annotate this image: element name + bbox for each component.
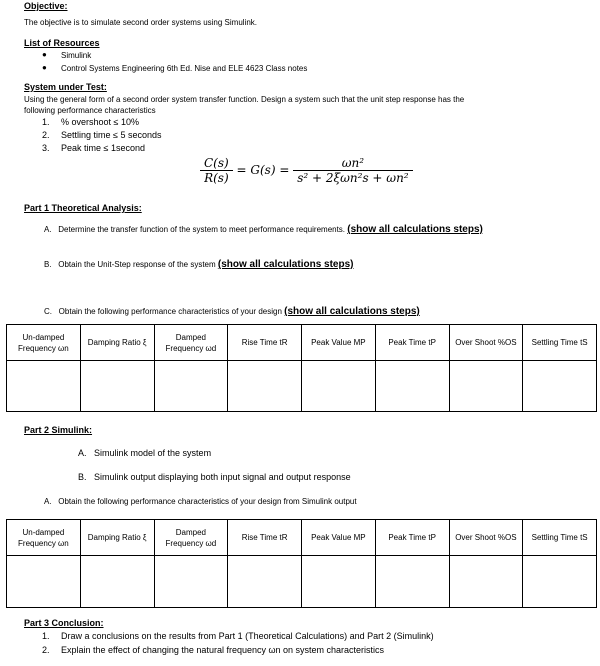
header-undamped: Un-damped Frequency ωn — [7, 325, 81, 361]
part2-heading: Part 2 Simulink: — [24, 425, 93, 435]
part1-heading: Part 1 Theoretical Analysis: — [24, 203, 142, 213]
header-peak-time: Peak Time tP — [375, 520, 449, 556]
table-cell[interactable] — [523, 361, 597, 412]
part1-a-text: Determine the transfer function of the system to meet performance requirements. — [58, 225, 346, 234]
part2-instruction: A. Obtain the following performance characteristics of your design from Simulink output — [44, 497, 357, 506]
header-rise: Rise Time tR — [228, 325, 302, 361]
table-cell[interactable] — [154, 556, 228, 608]
header-rise: Rise Time tR — [228, 520, 302, 556]
list-number: 2. — [42, 130, 50, 140]
equation-middle: = G(s) = — [236, 163, 290, 177]
part1-item-a: A. Determine the transfer function of the system to meet performance requirements. (show all calculations steps) — [44, 224, 483, 235]
requirement-item: Settling time ≤ 5 seconds — [61, 130, 162, 140]
performance-table-theoretical — [6, 324, 597, 412]
objective-text: The objective is to simulate second order systems using Simulink. — [24, 18, 257, 27]
table-row — [7, 556, 597, 608]
part1-item-c: C. Obtain the following performance characteristics of your design (show all calculations steps) — [44, 306, 420, 317]
list-number: 3. — [42, 143, 50, 153]
table-cell[interactable] — [228, 556, 302, 608]
table-cell[interactable] — [154, 361, 228, 412]
table-cell[interactable] — [449, 361, 523, 412]
resources-heading: List of Resources — [24, 38, 100, 48]
table-cell[interactable] — [302, 556, 376, 608]
header-damping: Damping Ratio ξ — [80, 325, 154, 361]
table-cell[interactable] — [449, 556, 523, 608]
header-damped: Damped Frequency ωd — [154, 520, 228, 556]
header-overshoot: Over Shoot %OS — [449, 325, 523, 361]
table-cell[interactable] — [375, 361, 449, 412]
table-cell[interactable] — [80, 361, 154, 412]
header-undamped: Un-damped Frequency ωn — [7, 520, 81, 556]
table-cell[interactable] — [523, 556, 597, 608]
part1-a-emphasis: (show all calculations steps) — [347, 224, 483, 235]
table-cell[interactable] — [7, 556, 81, 608]
header-damped: Damped Frequency ωd — [154, 325, 228, 361]
table-cell[interactable] — [80, 556, 154, 608]
header-settling: Settling Time tS — [523, 520, 597, 556]
equation-lhs-denominator: R(s) — [204, 171, 229, 185]
table-cell[interactable] — [7, 361, 81, 412]
requirement-item: % overshoot ≤ 10% — [61, 117, 139, 127]
table-row — [7, 361, 597, 412]
bullet-icon: ● — [42, 63, 47, 72]
system-heading: System under Test: — [24, 82, 107, 92]
requirement-item: Peak time ≤ 1second — [61, 143, 145, 153]
bullet-icon: ● — [42, 50, 47, 59]
list-number: 1. — [42, 117, 50, 127]
part2-item-a: A. Simulink model of the system — [78, 448, 212, 458]
equation-rhs-denominator: s² + 2ξωn²s + ωn² — [297, 171, 409, 185]
header-peak-value: Peak Value MP — [302, 520, 376, 556]
table-cell[interactable] — [302, 361, 376, 412]
header-settling: Settling Time tS — [523, 325, 597, 361]
part2-item-b: B. Simulink output displaying both input signal and output response — [78, 472, 351, 482]
table-header-row — [7, 520, 597, 556]
resource-item: Simulink — [61, 51, 92, 60]
header-overshoot: Over Shoot %OS — [449, 520, 523, 556]
table-cell[interactable] — [375, 556, 449, 608]
header-peak-value: Peak Value MP — [302, 325, 376, 361]
equation-lhs-numerator: C(s) — [200, 156, 233, 171]
table-cell[interactable] — [228, 361, 302, 412]
transfer-function-equation — [200, 156, 413, 185]
part1-c-text: Obtain the following performance characteristics of your design — [58, 307, 282, 316]
performance-table-simulink — [6, 519, 597, 608]
part3-heading: Part 3 Conclusion: — [24, 618, 104, 628]
header-peak-time: Peak Time tP — [375, 325, 449, 361]
system-text-line2: following performance characteristics — [24, 106, 156, 115]
part1-item-b: B. Obtain the Unit-Step response of the system (show all calculations steps) — [44, 259, 354, 270]
part1-b-text: Obtain the Unit-Step response of the system — [58, 260, 216, 269]
conclusion-item: Draw a conclusions on the results from Part 1 (Theoretical Calculations) and Part 2 (Simulink) — [61, 631, 434, 641]
conclusion-item: Explain the effect of changing the natural frequency ωn on system characteristics — [61, 645, 385, 655]
list-number: 2. — [42, 645, 50, 655]
part1-c-emphasis: (show all calculations steps) — [284, 306, 420, 317]
system-text-line1: Using the general form of a second order system transfer function. Design a system such that the unit step response has the — [24, 95, 465, 104]
resource-item: Control Systems Engineering 6th Ed. Nise and ELE 4623 Class notes — [61, 64, 308, 73]
list-number: 1. — [42, 631, 50, 641]
table-header-row — [7, 325, 597, 361]
objective-heading: Objective: — [24, 1, 68, 11]
part1-b-emphasis: (show all calculations steps) — [217, 259, 354, 270]
equation-rhs-numerator: ωn² — [293, 156, 412, 171]
header-damping: Damping Ratio ξ — [80, 520, 154, 556]
